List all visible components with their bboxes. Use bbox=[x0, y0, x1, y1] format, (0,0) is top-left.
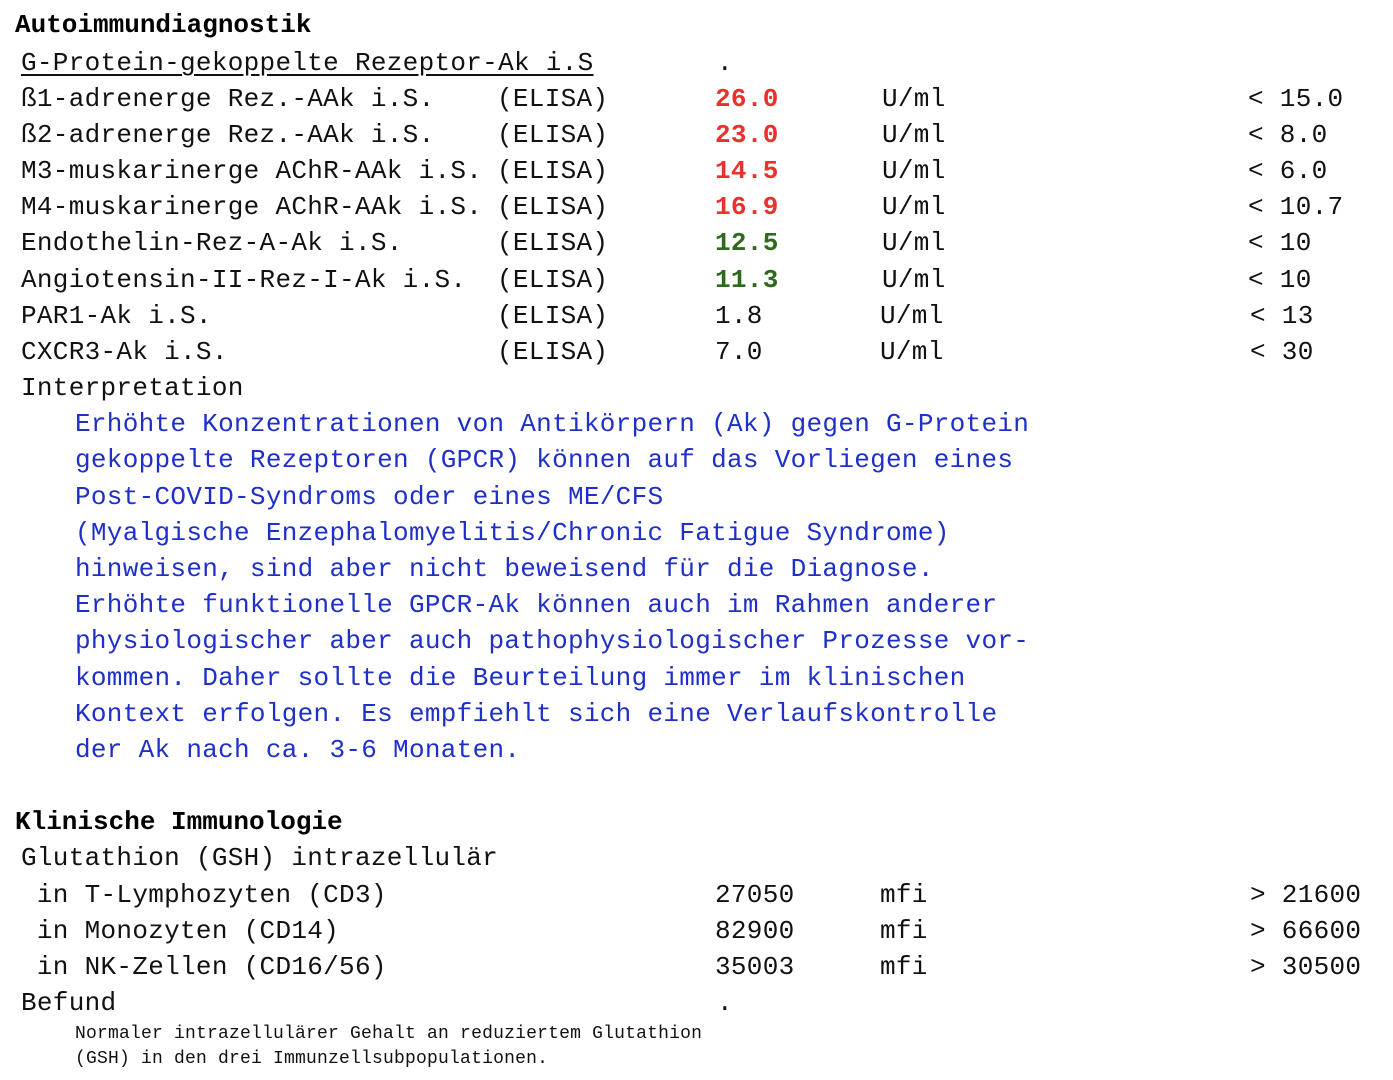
result-value: 1.8 bbox=[715, 301, 763, 331]
interpretation-line: hinweisen, sind aber nicht beweisend für die Diagnose. bbox=[75, 554, 934, 584]
result-reference: < 8.0 bbox=[1248, 120, 1328, 150]
result-value: 16.9 bbox=[715, 192, 779, 222]
result-method: (ELISA) bbox=[497, 337, 609, 367]
result-value: 14.5 bbox=[715, 156, 779, 186]
result-unit: U/ml bbox=[882, 156, 946, 186]
result-value: 27050 bbox=[715, 880, 795, 910]
result-value: 11.3 bbox=[715, 265, 779, 295]
result-name: PAR1-Ak i.S. bbox=[21, 301, 212, 331]
result-name: in T-Lymphozyten (CD3) bbox=[21, 880, 387, 910]
result-reference: > 66600 bbox=[1250, 916, 1362, 946]
result-method: (ELISA) bbox=[497, 192, 609, 222]
result-value: 26.0 bbox=[715, 84, 779, 114]
result-value: 23.0 bbox=[715, 120, 779, 150]
result-unit: U/ml bbox=[882, 228, 946, 258]
result-name: Endothelin-Rez-A-Ak i.S. bbox=[21, 228, 403, 258]
section-title-klinische-immunologie: Klinische Immunologie bbox=[15, 807, 343, 837]
result-reference: > 21600 bbox=[1250, 880, 1362, 910]
result-reference: < 10 bbox=[1248, 265, 1312, 295]
befund-line: (GSH) in den drei Immunzellsubpopulationen. bbox=[75, 1049, 549, 1069]
interpretation-line: gekoppelte Rezeptoren (GPCR) können auf das Vorliegen eines bbox=[75, 445, 1014, 475]
result-reference: > 30500 bbox=[1250, 952, 1362, 982]
result-name: ß1-adrenerge Rez.-AAk i.S. bbox=[21, 84, 435, 114]
result-method: (ELISA) bbox=[497, 301, 609, 331]
result-value: 82900 bbox=[715, 916, 795, 946]
interpretation-line: kommen. Daher sollte die Beurteilung immer im klinischen bbox=[75, 663, 966, 693]
interpretation-line: physiologischer aber auch pathophysiologischer Prozesse vor- bbox=[75, 626, 1030, 656]
result-reference: < 15.0 bbox=[1248, 84, 1344, 114]
result-unit: U/ml bbox=[882, 84, 946, 114]
result-name: ß2-adrenerge Rez.-AAk i.S. bbox=[21, 120, 435, 150]
result-value: 7.0 bbox=[715, 337, 763, 367]
befund-dot: . bbox=[717, 988, 733, 1018]
result-unit: U/ml bbox=[880, 301, 944, 331]
befund-line: Normaler intrazellulärer Gehalt an reduziertem Glutathion bbox=[75, 1024, 703, 1044]
result-reference: < 10.7 bbox=[1248, 192, 1344, 222]
result-method: (ELISA) bbox=[497, 228, 609, 258]
group-dot: . bbox=[717, 48, 733, 78]
result-value: 35003 bbox=[715, 952, 795, 982]
result-unit: mfi bbox=[880, 916, 928, 946]
result-name: in NK-Zellen (CD16/56) bbox=[21, 952, 387, 982]
result-unit: U/ml bbox=[882, 265, 946, 295]
result-name: M4-muskarinerge AChR-AAk i.S. bbox=[21, 192, 483, 222]
interpretation-line: (Myalgische Enzephalomyelitis/Chronic Fatigue Syndrome) bbox=[75, 518, 950, 548]
result-unit: U/ml bbox=[880, 337, 944, 367]
section-title-autoimmundiagnostik: Autoimmundiagnostik bbox=[15, 10, 312, 40]
group-label-glutathion: Glutathion (GSH) intrazellulär bbox=[21, 843, 499, 873]
interpretation-line: Post-COVID-Syndroms oder eines ME/CFS bbox=[75, 482, 664, 512]
result-name: M3-muskarinerge AChR-AAk i.S. bbox=[21, 156, 483, 186]
result-unit: mfi bbox=[880, 880, 928, 910]
result-reference: < 10 bbox=[1248, 228, 1312, 258]
group-label-gpcr: G-Protein-gekoppelte Rezeptor-Ak i.S bbox=[21, 48, 594, 78]
result-unit: U/ml bbox=[882, 120, 946, 150]
result-value: 12.5 bbox=[715, 228, 779, 258]
interpretation-label: Interpretation bbox=[21, 373, 244, 403]
result-reference: < 6.0 bbox=[1248, 156, 1328, 186]
result-reference: < 30 bbox=[1250, 337, 1314, 367]
result-method: (ELISA) bbox=[497, 265, 609, 295]
interpretation-line: Erhöhte Konzentrationen von Antikörpern (Ak) gegen G-Protein bbox=[75, 409, 1030, 439]
result-name: in Monozyten (CD14) bbox=[21, 916, 340, 946]
result-reference: < 13 bbox=[1250, 301, 1314, 331]
interpretation-line: der Ak nach ca. 3-6 Monaten. bbox=[75, 735, 521, 765]
result-method: (ELISA) bbox=[497, 156, 609, 186]
result-unit: mfi bbox=[880, 952, 928, 982]
result-unit: U/ml bbox=[882, 192, 946, 222]
befund-label: Befund bbox=[21, 988, 117, 1018]
result-method: (ELISA) bbox=[497, 84, 609, 114]
result-name: Angiotensin-II-Rez-I-Ak i.S. bbox=[21, 265, 467, 295]
interpretation-line: Kontext erfolgen. Es empfiehlt sich eine Verlaufskontrolle bbox=[75, 699, 998, 729]
result-name: CXCR3-Ak i.S. bbox=[21, 337, 228, 367]
interpretation-line: Erhöhte funktionelle GPCR-Ak können auch im Rahmen anderer bbox=[75, 590, 998, 620]
result-method: (ELISA) bbox=[497, 120, 609, 150]
